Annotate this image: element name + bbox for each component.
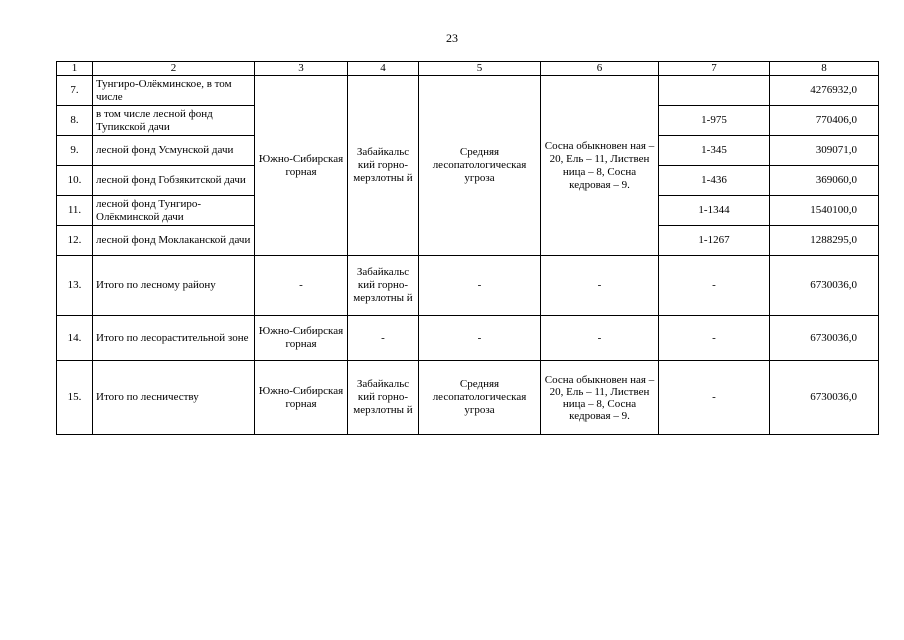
row-species-composition: - xyxy=(541,316,659,361)
row-area: 1288295,0 xyxy=(770,226,879,256)
row-species-composition: Сосна обыкновен ная – 20, Ель – 11, Листвен ница – 8, Сосна кедровая – 9. xyxy=(541,361,659,435)
table-row xyxy=(57,76,879,106)
row-vegetation-zone: Южно-Сибирская горная xyxy=(255,361,348,435)
row-code: 1-436 xyxy=(659,166,770,196)
row-name: лесной фонд Усмунской дачи xyxy=(93,136,255,166)
species-composition-cell: Сосна обыкновен ная – 20, Ель – 11, Листвен ница – 8, Сосна кедровая – 9. xyxy=(541,76,659,256)
row-number: 10. xyxy=(57,166,93,196)
header-cell-8: 8 xyxy=(770,62,879,76)
row-code: - xyxy=(659,361,770,435)
row-name: лесной фонд Гобзякитской дачи xyxy=(93,166,255,196)
row-name: Итого по лесному району xyxy=(93,256,255,316)
row-code: 1-1267 xyxy=(659,226,770,256)
row-name: Тунгиро-Олёкминское, в том числе xyxy=(93,76,255,106)
row-vegetation-zone: Южно-Сибирская горная xyxy=(255,316,348,361)
header-cell-3: 3 xyxy=(255,62,348,76)
threat-level-cell: Средняя лесопатологическая угроза xyxy=(419,76,541,256)
forest-district-table xyxy=(56,61,879,435)
row-forest-district: Забайкальс кий горно-мерзлотны й xyxy=(348,256,419,316)
header-row xyxy=(57,62,879,76)
header-cell-6: 6 xyxy=(541,62,659,76)
header-cell-2: 2 xyxy=(93,62,255,76)
row-area: 1540100,0 xyxy=(770,196,879,226)
row-code: - xyxy=(659,256,770,316)
row-number: 9. xyxy=(57,136,93,166)
header-cell-7: 7 xyxy=(659,62,770,76)
row-area: 6730036,0 xyxy=(770,316,879,361)
row-number: 13. xyxy=(57,256,93,316)
row-number: 15. xyxy=(57,361,93,435)
row-area: 6730036,0 xyxy=(770,361,879,435)
table-row xyxy=(57,256,879,316)
forest-district-cell: Забайкальс кий горно-мерзлотны й xyxy=(348,76,419,256)
row-name: Итого по лесничеству xyxy=(93,361,255,435)
row-name: лесной фонд Тунгиро-Олёкминской дачи xyxy=(93,196,255,226)
row-threat-level: - xyxy=(419,316,541,361)
vegetation-zone-cell: Южно-Сибирская горная xyxy=(255,76,348,256)
row-code: 1-345 xyxy=(659,136,770,166)
table-row xyxy=(57,316,879,361)
table-row xyxy=(57,361,879,435)
row-code xyxy=(659,76,770,106)
row-name: Итого по лесорастительной зоне xyxy=(93,316,255,361)
header-cell-4: 4 xyxy=(348,62,419,76)
row-number: 12. xyxy=(57,226,93,256)
row-forest-district: Забайкальс кий горно-мерзлотны й xyxy=(348,361,419,435)
header-cell-1: 1 xyxy=(57,62,93,76)
row-number: 14. xyxy=(57,316,93,361)
row-number: 7. xyxy=(57,76,93,106)
row-threat-level: Средняя лесопатологическая угроза xyxy=(419,361,541,435)
row-code: - xyxy=(659,316,770,361)
row-area: 6730036,0 xyxy=(770,256,879,316)
row-number: 8. xyxy=(57,106,93,136)
row-area: 309071,0 xyxy=(770,136,879,166)
row-name: в том числе лесной фонд Тупикской дачи xyxy=(93,106,255,136)
header-cell-5: 5 xyxy=(419,62,541,76)
row-area: 770406,0 xyxy=(770,106,879,136)
row-vegetation-zone: - xyxy=(255,256,348,316)
page-number: 23 xyxy=(446,31,458,45)
row-number: 11. xyxy=(57,196,93,226)
row-area: 4276932,0 xyxy=(770,76,879,106)
row-forest-district: - xyxy=(348,316,419,361)
row-code: 1-1344 xyxy=(659,196,770,226)
row-name: лесной фонд Моклаканской дачи xyxy=(93,226,255,256)
row-area: 369060,0 xyxy=(770,166,879,196)
row-species-composition: - xyxy=(541,256,659,316)
row-threat-level: - xyxy=(419,256,541,316)
row-code: 1-975 xyxy=(659,106,770,136)
